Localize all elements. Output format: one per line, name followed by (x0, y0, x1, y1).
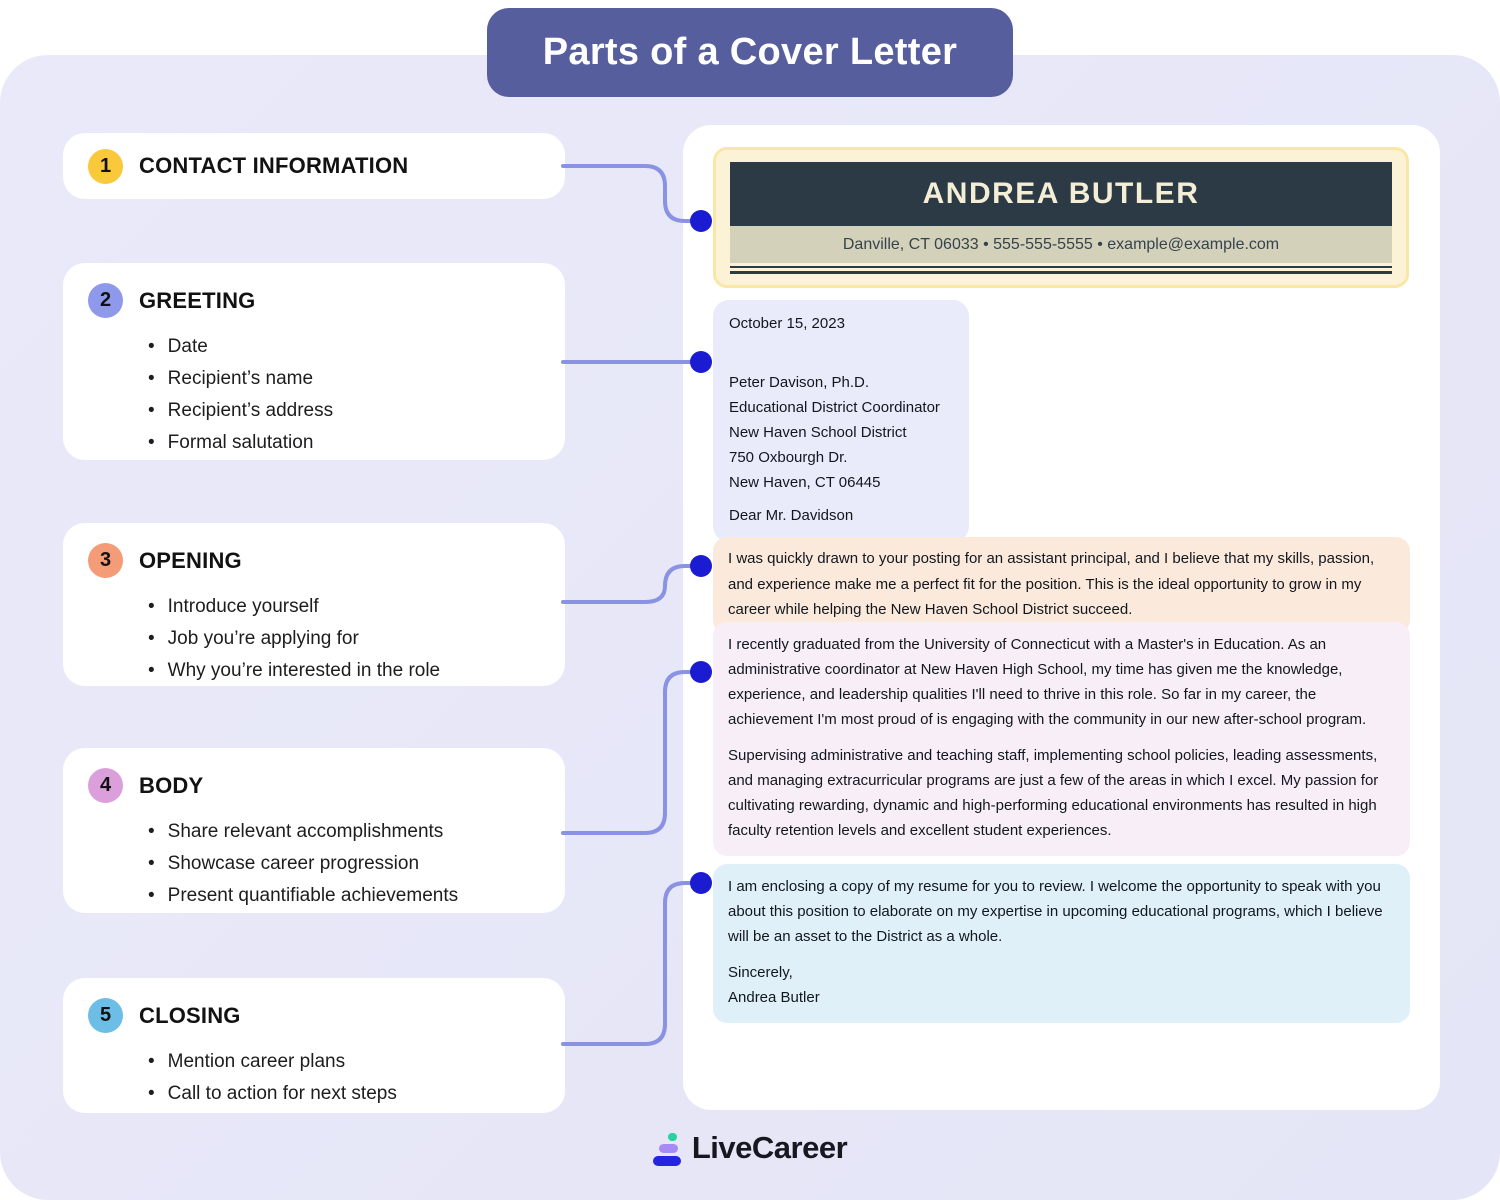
section-title: CLOSING (139, 1002, 241, 1028)
section-title: OPENING (139, 547, 242, 573)
bullet-item: • Formal salutation (148, 427, 545, 459)
closing-paragraph: I am enclosing a copy of my resume for you to review. I welcome the opportunity to speak with you about this position to elaborate on my expertise in upcoming educational programs, which I believe will be an asset to the District as a whole. (728, 878, 1383, 945)
bullet-item: • Recipient’s address (148, 395, 545, 427)
recipient-line: 750 Oxbourgh Dr. (729, 449, 848, 466)
livecareer-logo-icon (653, 1131, 681, 1166)
letter-signoff: Sincerely, (728, 964, 793, 981)
step-number-badge: 4 (88, 768, 123, 803)
section-heading (88, 149, 408, 184)
section-bullet-list (148, 1046, 545, 1110)
bullet-item: • Share relevant accomplishments (148, 816, 545, 848)
bullet-item: • Present quantifiable achievements (148, 880, 545, 912)
bullet-item: • Call to action for next steps (148, 1078, 545, 1110)
page-title-banner (487, 8, 1013, 97)
letter-header-block (713, 147, 1409, 288)
recipient-line: New Haven, CT 06445 (729, 474, 881, 491)
brand-logo-text: LiveCareer (691, 1130, 848, 1165)
letter-contact-band (730, 226, 1392, 263)
section-title: GREETING (139, 287, 256, 313)
recipient-line: New Haven School District (729, 424, 907, 441)
brand-logo (0, 1130, 1500, 1166)
section-card-contact-information (63, 133, 565, 199)
section-bullet-list (148, 816, 545, 912)
bullet-item: • Why you’re interested in the role (148, 655, 545, 687)
recipient-line: Peter Davison, Ph.D. (729, 374, 870, 391)
section-heading (88, 768, 545, 803)
section-card-greeting (63, 263, 565, 460)
bullet-item: • Date (148, 331, 545, 363)
bullet-item: • Job you’re applying for (148, 623, 545, 655)
step-number-badge: 3 (88, 543, 123, 578)
step-number-badge: 1 (88, 149, 123, 184)
letter-opening-block (713, 537, 1410, 634)
header-double-rule (730, 266, 1392, 274)
section-card-opening (63, 523, 565, 686)
bullet-item: • Recipient’s name (148, 363, 545, 395)
section-heading (88, 998, 545, 1033)
letter-greeting-block (713, 300, 969, 542)
section-heading (88, 543, 545, 578)
letter-salutation: Dear Mr. Davidson (729, 507, 854, 524)
section-bullet-list (148, 331, 545, 459)
section-title: BODY (139, 772, 204, 798)
logo-bar-green (668, 1133, 677, 1141)
recipient-address-block (729, 370, 953, 495)
letter-date: October 15, 2023 (729, 315, 845, 332)
applicant-name: ANDREA BUTLER (922, 177, 1200, 210)
logo-bar-blue (653, 1156, 681, 1166)
section-card-closing (63, 978, 565, 1113)
section-bullet-list (148, 591, 545, 687)
opening-paragraph: I was quickly drawn to your posting for an assistant principal, and I believe that my skills, passion, and experience make me a perfect fit for the position. This is the ideal opportunity to grow in my career while helping the New Haven School District succeed. (728, 550, 1375, 618)
step-number-badge: 2 (88, 283, 123, 318)
body-paragraph-1: I recently graduated from the University of Connecticut with a Master's in Education. As an administrative coordinator at New Haven High School, my time has given me the knowledge, experience, and leadership qualities I'll need to thrive in this role. So far in my career, the achievement I'm most proud of is engaging with the community in our new after-school program. (728, 636, 1367, 728)
letter-body-block (713, 622, 1410, 856)
letter-closing-block (713, 864, 1410, 1023)
section-heading (88, 283, 545, 318)
section-title: CONTACT INFORMATION (139, 153, 409, 178)
applicant-contact-line: Danville, CT 06033 • 555-555-5555 • example@example.com (842, 235, 1280, 253)
bullet-item: • Introduce yourself (148, 591, 545, 623)
recipient-line: Educational District Coordinator (729, 399, 940, 416)
section-card-body (63, 748, 565, 913)
letter-signature: Andrea Butler (728, 989, 820, 1006)
page-title: Parts of a Cover Letter (542, 31, 958, 73)
logo-bar-purple (659, 1144, 678, 1153)
body-paragraph-2: Supervising administrative and teaching staff, implementing school policies, leading assessments, and managing extracurricular programs are just a few of the areas in which I excel. My passion for cultivating rewarding, dynamic and high-performing educational environments has resulted in high faculty retention levels and excellent student experiences. (728, 747, 1379, 839)
bullet-item: • Showcase career progression (148, 848, 545, 880)
letter-name-band (730, 162, 1392, 226)
step-number-badge: 5 (88, 998, 123, 1033)
bullet-item: • Mention career plans (148, 1046, 545, 1078)
